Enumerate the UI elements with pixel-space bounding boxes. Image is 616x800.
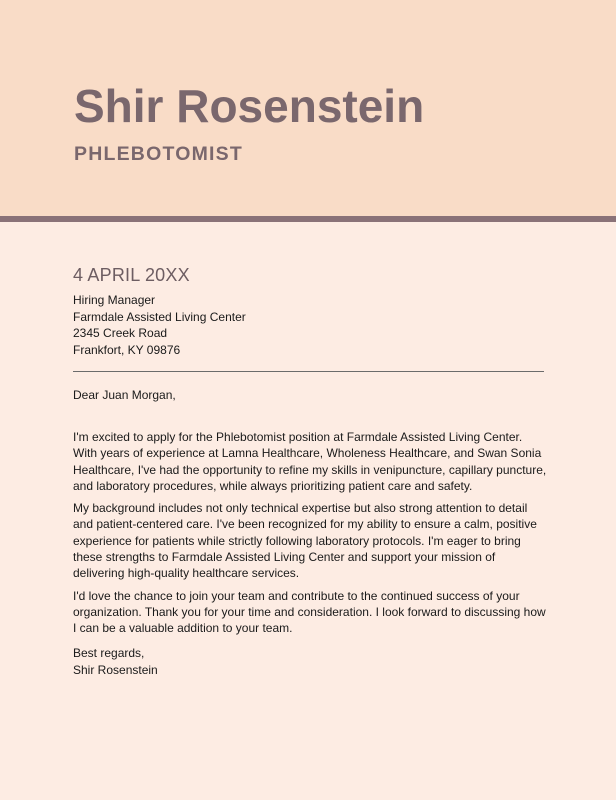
closing-phrase: Best regards,	[73, 646, 145, 660]
closing-block	[73, 645, 158, 678]
recipient-street: 2345 Creek Road	[73, 326, 168, 340]
body-paragraph: My background includes not only technical expertise but also strong attention to detail and patient-centered care. I've been recognized for my ability to ensure a calm, positive experience for patients while strictly following laboratory protocols. I'm eager to bring these strengths to Farmdale Assisted Living Center and support your mission of delivering high-quality healthcare services.	[73, 501, 537, 581]
recipient-address-block	[73, 292, 246, 358]
signature-name: Shir Rosenstein	[73, 662, 158, 677]
applicant-name: Shir Rosenstein	[74, 80, 425, 132]
salutation: Dear Juan Morgan,	[73, 388, 176, 402]
applicant-title: PHLEBOTOMIST	[74, 143, 243, 165]
section-divider	[73, 371, 544, 372]
recipient-name: Hiring Manager	[73, 293, 156, 307]
recipient-city-state-zip: Frankfort, KY 09876	[73, 342, 181, 357]
header-band	[0, 0, 616, 216]
body-paragraph: I'd love the chance to join your team and contribute to the continued success of your organization. Thank you for your time and consideration. I look forward to discussing how I can be a valuable addition to your team.	[73, 588, 546, 636]
letter-body	[73, 429, 547, 643]
body-paragraph: I'm excited to apply for the Phlebotomist position at Farmdale Assisted Living Center. With years of experience at Lamna Healthcare, Wholeness Healthcare, and Swan Sonia Healthcare, I've had the opportunity to refine my skills in venipuncture, capillary puncture, and laboratory procedures, while always prioritizing patient care and safety.	[73, 430, 547, 493]
letter-date: 4 APRIL 20XX	[73, 265, 190, 285]
recipient-organization: Farmdale Assisted Living Center	[73, 309, 246, 324]
header-divider	[0, 216, 616, 222]
